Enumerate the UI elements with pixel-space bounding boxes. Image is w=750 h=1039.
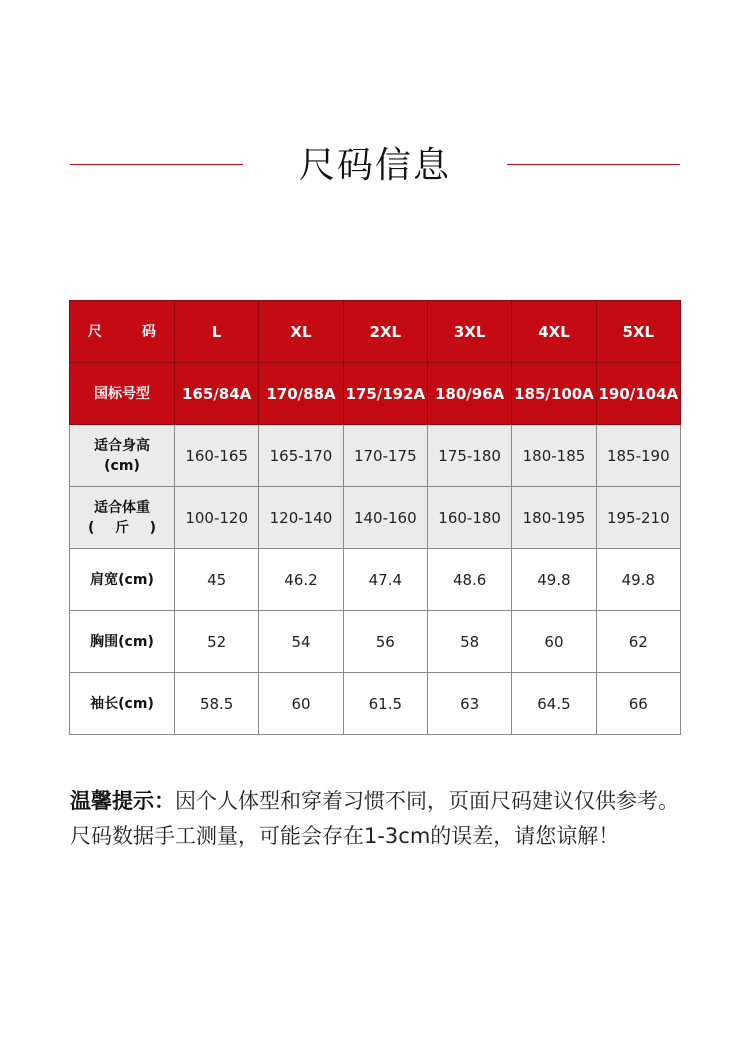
chest-cell: 62 — [596, 611, 680, 673]
size-cell: 3XL — [427, 301, 511, 363]
row-label-sleeve: 袖长(cm) — [70, 673, 175, 735]
row-label-shoulder: 肩宽(cm) — [70, 549, 175, 611]
row-label-height — [70, 425, 175, 487]
row-label-weight-close: ) — [149, 519, 156, 536]
row-label-chest: 胸围(cm) — [70, 611, 175, 673]
size-cell: L — [175, 301, 259, 363]
sleeve-cell: 60 — [259, 673, 343, 735]
title-divider-left — [70, 164, 243, 165]
chest-cell: 52 — [175, 611, 259, 673]
shoulder-row — [70, 549, 681, 611]
size-row — [70, 301, 681, 363]
row-label-standard: 国标号型 — [70, 363, 175, 425]
height-cell: 175-180 — [427, 425, 511, 487]
size-cell: 5XL — [596, 301, 680, 363]
notice-paragraph — [70, 784, 685, 854]
row-label-size-right: 码 — [142, 323, 156, 340]
standard-row — [70, 363, 681, 425]
row-label-size-left: 尺 — [88, 323, 102, 340]
title-section — [0, 140, 750, 192]
notice-label: 温馨提示： — [70, 789, 175, 813]
height-cell: 160-165 — [175, 425, 259, 487]
weight-cell: 120-140 — [259, 487, 343, 549]
height-cell: 180-185 — [512, 425, 596, 487]
notice-text: 因个人体型和穿着习惯不同，页面尺码建议仅供参考。尺码数据手工测量，可能会存在1-3cm的误差，请您谅解！ — [70, 789, 679, 848]
row-label-height-line1: 适合身高 — [94, 437, 150, 454]
height-cell: 185-190 — [596, 425, 680, 487]
weight-cell: 100-120 — [175, 487, 259, 549]
sleeve-cell: 61.5 — [343, 673, 427, 735]
row-label-height-line2: (cm) — [104, 457, 140, 474]
standard-cell: 165/84A — [175, 363, 259, 425]
row-label-weight — [70, 487, 175, 549]
standard-cell: 185/100A — [512, 363, 596, 425]
shoulder-cell: 47.4 — [343, 549, 427, 611]
height-row — [70, 425, 681, 487]
sleeve-cell: 63 — [427, 673, 511, 735]
sleeve-row — [70, 673, 681, 735]
height-cell: 170-175 — [343, 425, 427, 487]
sleeve-cell: 58.5 — [175, 673, 259, 735]
row-label-size — [70, 301, 175, 363]
shoulder-cell: 49.8 — [596, 549, 680, 611]
standard-cell: 175/192A — [343, 363, 427, 425]
size-cell: XL — [259, 301, 343, 363]
shoulder-cell: 46.2 — [259, 549, 343, 611]
weight-cell: 140-160 — [343, 487, 427, 549]
chest-cell: 58 — [427, 611, 511, 673]
shoulder-cell: 49.8 — [512, 549, 596, 611]
sleeve-cell: 66 — [596, 673, 680, 735]
height-cell: 165-170 — [259, 425, 343, 487]
weight-cell: 180-195 — [512, 487, 596, 549]
weight-cell: 195-210 — [596, 487, 680, 549]
size-table — [69, 300, 681, 735]
row-label-weight-unit: 斤 — [115, 519, 129, 536]
title-divider-right — [507, 164, 680, 165]
shoulder-cell: 45 — [175, 549, 259, 611]
row-label-weight-line1: 适合体重 — [94, 499, 150, 516]
weight-row — [70, 487, 681, 549]
chest-cell: 56 — [343, 611, 427, 673]
shoulder-cell: 48.6 — [427, 549, 511, 611]
chest-cell: 54 — [259, 611, 343, 673]
weight-cell: 160-180 — [427, 487, 511, 549]
size-cell: 4XL — [512, 301, 596, 363]
chest-cell: 60 — [512, 611, 596, 673]
row-label-weight-open: ( — [88, 519, 95, 536]
standard-cell: 170/88A — [259, 363, 343, 425]
page-title: 尺码信息 — [298, 145, 451, 186]
sleeve-cell: 64.5 — [512, 673, 596, 735]
chest-row — [70, 611, 681, 673]
standard-cell: 190/104A — [596, 363, 680, 425]
standard-cell: 180/96A — [427, 363, 511, 425]
size-cell: 2XL — [343, 301, 427, 363]
